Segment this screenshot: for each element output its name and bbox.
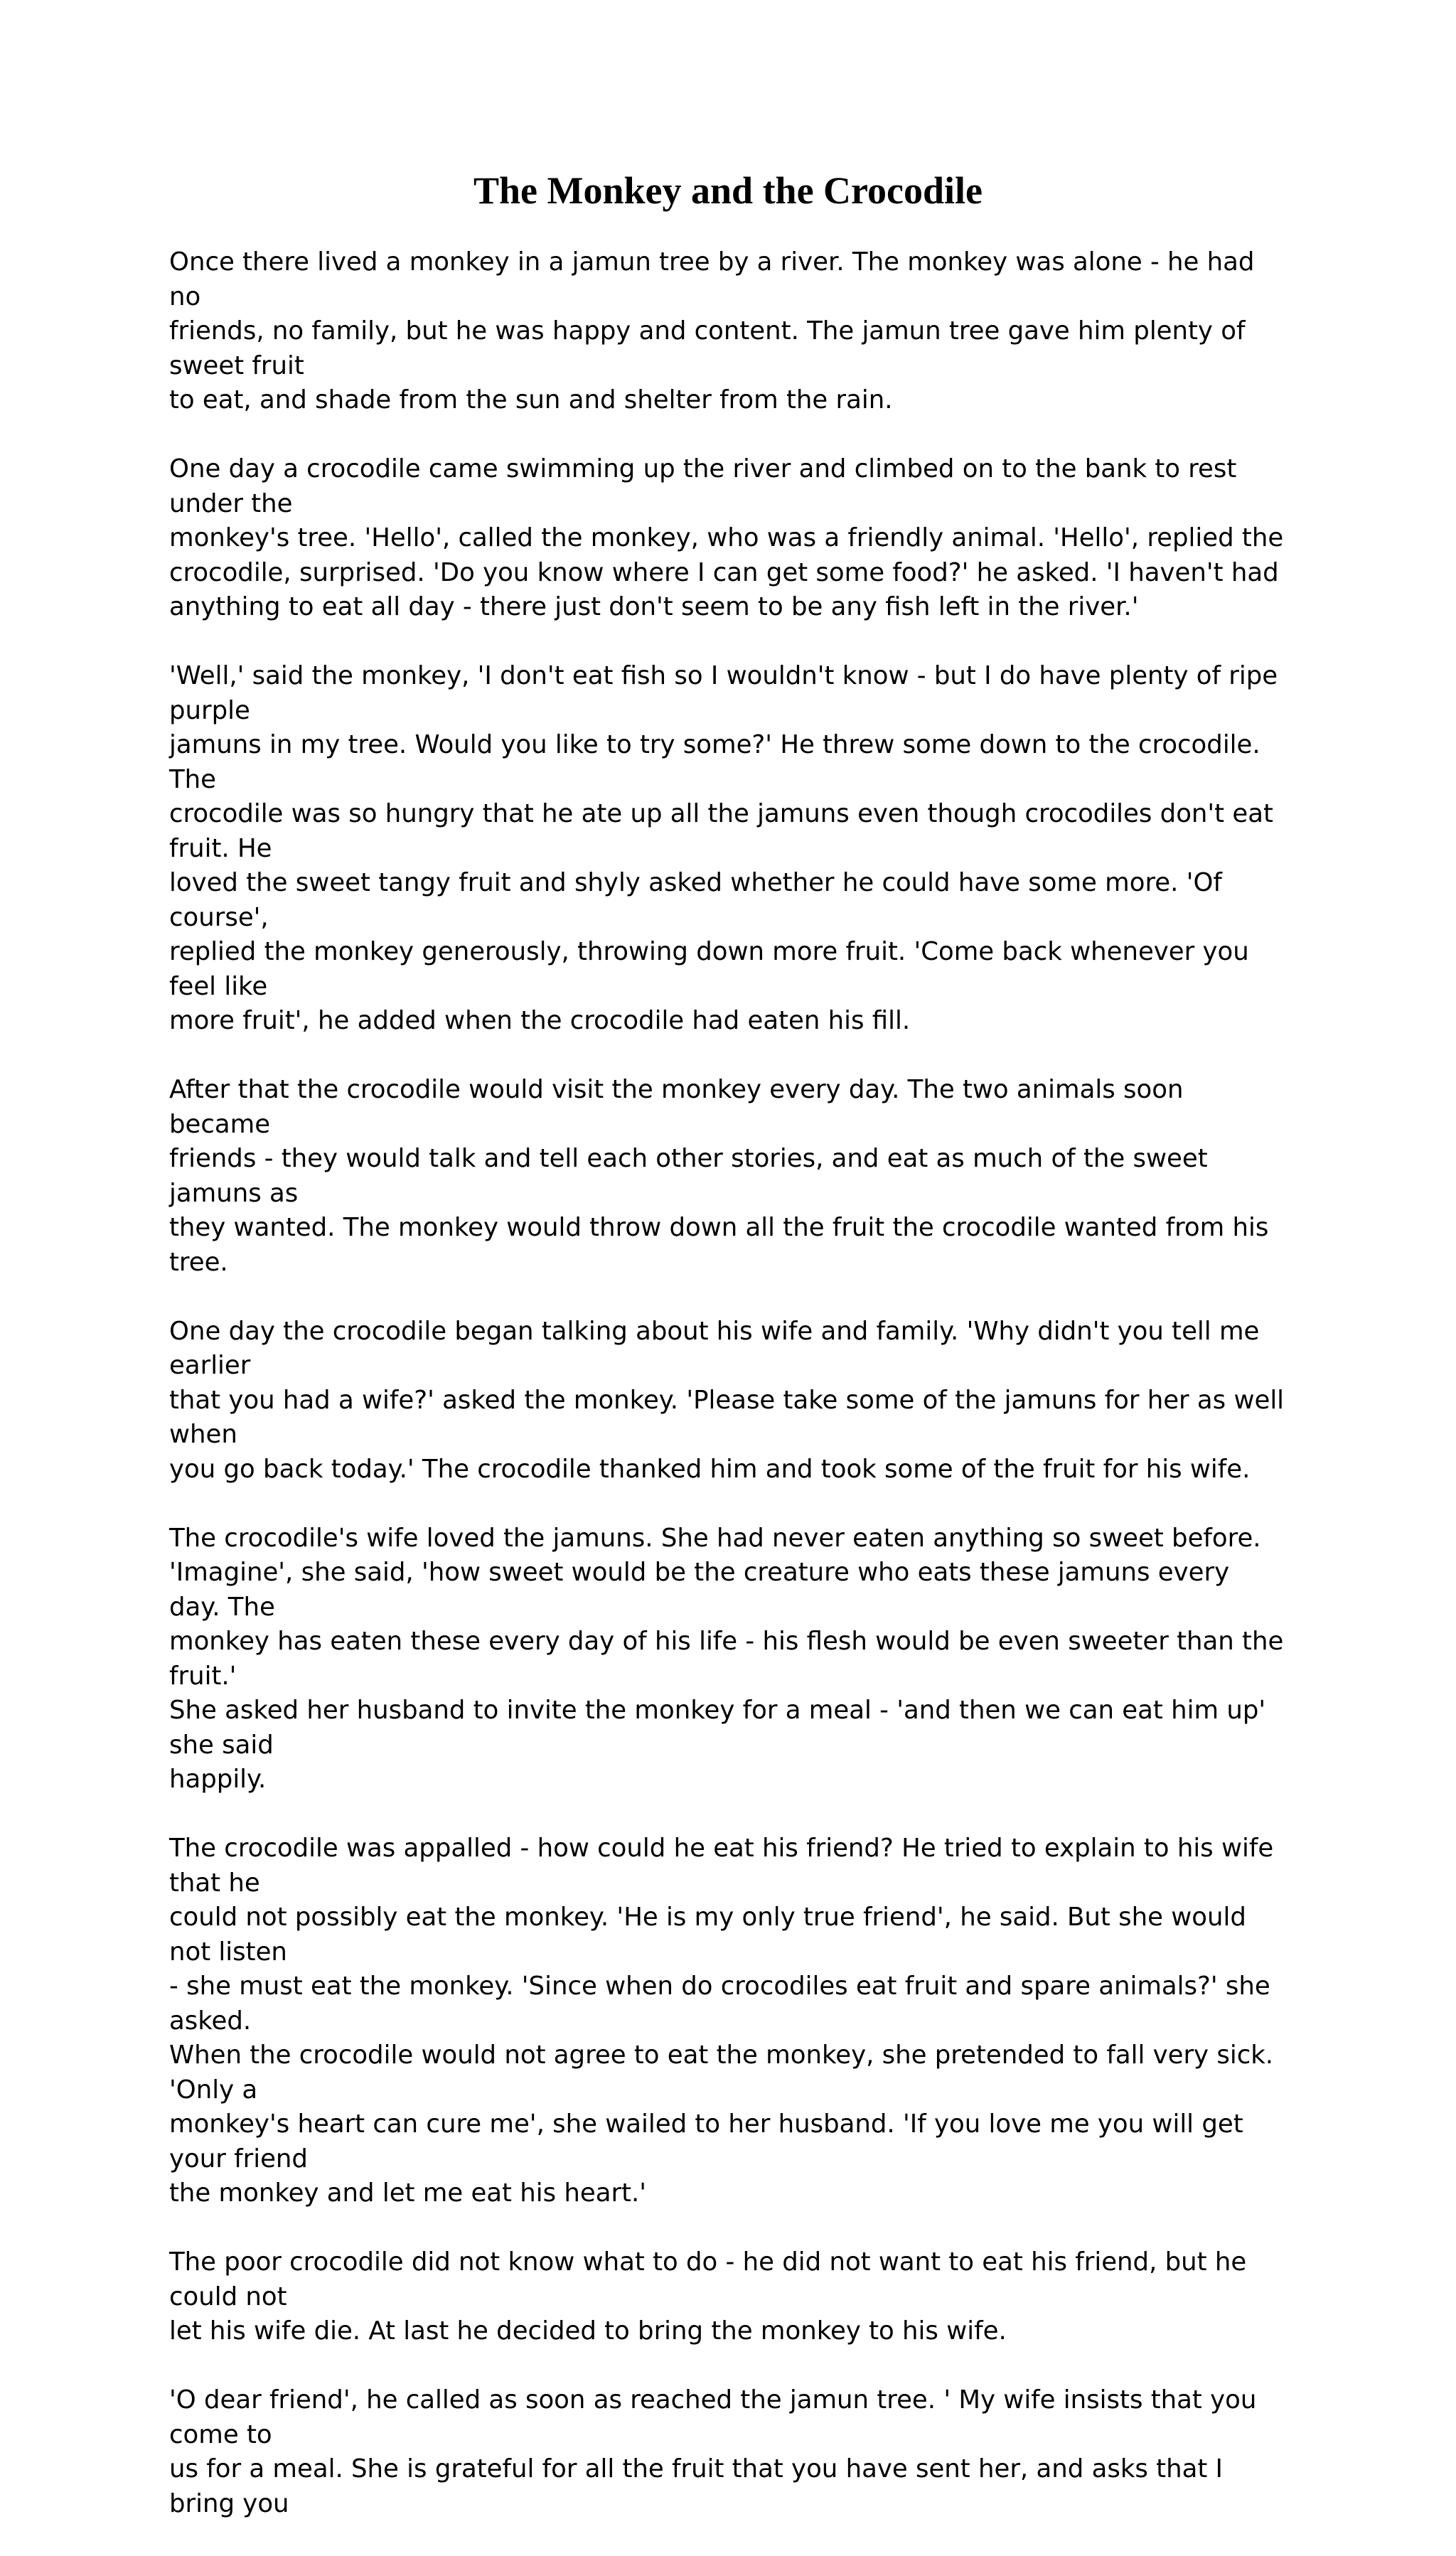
paragraph-1: Once there lived a monkey in a jamun tree by a river. The monkey was alone - he had no friends, no family, but he was happy and content. The jamun tree gave him plenty of sweet fruit to eat, and shade from the sun and shelter from the rain. xyxy=(169,247,1255,415)
paragraph-5: One day the crocodile began talking about his wife and family. 'Why didn't you tell me earlier that you had a wife?' asked the monkey. 'Please take some of the jamuns for her as well when you go back today.' The crocodile thanked him and took some of the fruit for his wife. xyxy=(169,1316,1285,1484)
paragraph-3: 'Well,' said the monkey, 'I don't eat fish so I wouldn't know - but I do have plenty of ripe purple jamuns in my tree. Would you like to try some?' He threw some down to the crocodile. The crocodile was so hungry that he ate up all the jamuns even though crocodiles don't eat fruit. He loved the sweet tangy fruit and shyly asked whether he could have some more. 'Of course', replied the monkey generously, throwing down more fruit. 'Come back whenever you feel like more fruit', he added when the crocodile had eaten his fill. xyxy=(169,661,1278,1035)
paragraph-8: The poor crocodile did not know what to do - he did not want to eat his friend, but he could not let his wife die. At last he decided to bring the monkey to his wife. xyxy=(169,2247,1247,2346)
paragraph-2: One day a crocodile came swimming up the river and climbed on to the bank to rest under the monkey's tree. 'Hello', called the monkey, who was a friendly animal. 'Hello', replied the crocodile, surprised. 'Do you know where I can get some food?' he asked. 'I haven't had anything to eat all day - there just don't seem to be any fish left in the river.' xyxy=(169,454,1284,621)
paragraph-7: The crocodile was appalled - how could he eat his friend? He tried to explain to his wife that he could not possibly eat the monkey. 'He is my only true friend', he said. But she would not listen - she must eat the monkey. 'Since when do crocodiles eat fruit and spare animals?' she asked. When the crocodile would not agree to eat the monkey, she pretended to fall very sick. 'Only a monkey's heart can cure me', she wailed to her husband. 'If you love me you will get your friend the monkey and let me eat his heart.' xyxy=(169,1834,1274,2208)
document-body xyxy=(169,245,1287,2556)
paragraph-4: After that the crocodile would visit the monkey every day. The two animals soon became friends - they would talk and tell each other stories, and eat as much of the sweet jamuns as they wanted. The monkey would throw down all the fruit the crocodile wanted from his tree. xyxy=(169,1075,1269,1277)
paragraph-6: The crocodile's wife loved the jamuns. She had never eaten anything so sweet before. 'Imagine', she said, 'how sweet would be the creature who eats these jamuns every day. The monkey has eaten these every day of his life - his flesh would be even sweeter than the fruit.' She asked her husband to invite the monkey for a meal - 'and then we can eat him up' she said happily. xyxy=(169,1523,1284,1794)
document-title: The Monkey and the Crocodile xyxy=(473,169,983,212)
paragraph-9: 'O dear friend', he called as soon as reached the jamun tree. ' My wife insists that you come to us for a meal. She is grateful for all the fruit that you have sent her, and asks that I bring you xyxy=(169,2385,1257,2518)
